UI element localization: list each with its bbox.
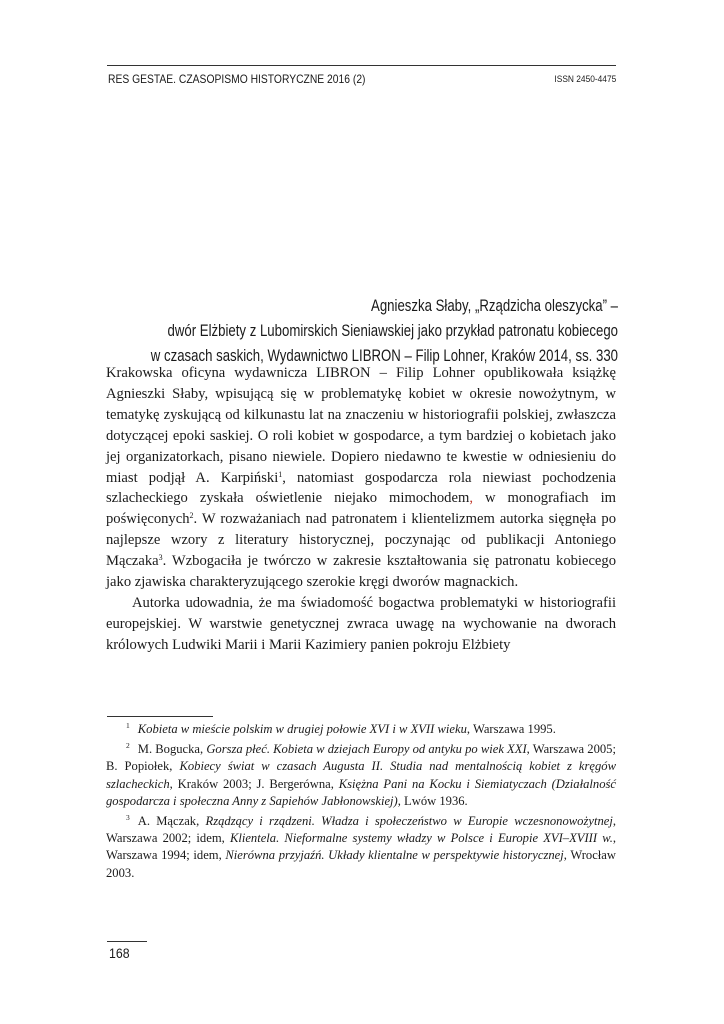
footnote-title: Rządzący i rządzeni. Władza i społeczeństwo w Europie wczesnonowożytnej xyxy=(205,814,613,829)
paragraph-1 xyxy=(106,363,616,593)
page-number: 168 xyxy=(109,945,130,961)
footnote-text: , Lwów 1936. xyxy=(397,793,468,808)
footnote-title: Kobiecy świat w czasach Augusta II. Studia nad mentalnością kobiet z kręgów szlacheckich xyxy=(106,759,616,791)
footnote-title: Klientela. Nieformalne systemy władzy w Polsce i Europie XVI–XVIII w. xyxy=(229,831,613,846)
running-header-journal: RES GESTAE. CZASOPISMO HISTORYCZNE 2016 (2) xyxy=(108,72,366,86)
footnote-3 xyxy=(106,813,616,882)
footnote-text: , Warszawa 2002; idem, xyxy=(106,814,616,846)
p1-sentence-1: Krakowska oficyna wydawnicza LIBRON – Filip Lohner opublikowała książkę Agnieszki Słaby, wpisującą się w problematykę kobiet w okresie nowożytnym, w tematykę zyskującą od kilkunastu lat na znaczeniu w historiografii polskiej, zwłaszcza dotyczącej epoki saskiej. O roli kobiet w gospodarce, a tym bardziej o kobietach jako jej organizatorkach, pisano niewiele. Dopiero niedawno te kwestie w odniesieniu do miast podjął A. Karpiński xyxy=(106,365,616,486)
title-line-2: dwór Elżbiety z Lubomirskich Sieniawskiej jako przykład patronatu kobiecego xyxy=(167,322,618,340)
title-line-1: Agnieszka Słaby, „Rządzicha oleszycka” – xyxy=(371,297,618,315)
p1-sentence-5: . Wzbogaciła je twórczo w zakresie kształtowania się patronatu kobiecego jako zjawiska charakteryzującego szerokie kręgi dworów magnackich. xyxy=(106,553,616,591)
footnote-text: , Wrocław 2003. xyxy=(106,848,616,880)
page-number-rule xyxy=(107,941,147,942)
title-line-3: w czasach saskich, Wydawnictwo LIBRON – Filip Lohner, Kraków 2014, ss. 330 xyxy=(150,347,618,365)
footnote-title: Nierówna przyjaźń. Układy klientalne w perspektywie historycznej xyxy=(225,848,564,863)
p1-red-comma: , xyxy=(469,490,473,507)
footnote-text: A. Mączak, xyxy=(137,814,206,829)
header-rule xyxy=(107,65,616,66)
footnote-1 xyxy=(106,721,616,738)
footnote-number: 1 xyxy=(126,721,130,730)
p1-sentence-2: , natomiast gospodarcza rola niewiast pochodzenia szlacheckiego zyskała oświetlenie niejako mimochodem xyxy=(106,469,616,507)
footnote-title: Księżna Pani na Kocku i Siemiatyczach (Działalność gospodarcza i społeczna Anny z Sapiehów Jabłonowskiej) xyxy=(106,776,616,808)
footnote-2 xyxy=(106,741,616,810)
footnote-title: Kobieta w mieście polskim w drugiej połowie XVI i w XVII wieku xyxy=(137,722,467,736)
running-header-issn: ISSN 2450-4475 xyxy=(554,74,616,85)
footnote-ref-1[interactable]: 1 xyxy=(278,469,283,479)
footnote-text: , Warszawa 1995. xyxy=(466,722,556,736)
p1-sentence-3: w monografiach im poświęconych xyxy=(106,490,616,528)
review-title xyxy=(34,294,618,369)
footnote-number: 2 xyxy=(126,741,130,751)
footnote-text: , Kraków 2003; J. Bergerówna, xyxy=(169,776,339,791)
footnote-number: 3 xyxy=(126,813,130,823)
footnote-title: Gorsza płeć. Kobieta w dziejach Europy od antyku po wiek XXI xyxy=(206,742,527,757)
footnote-ref-2[interactable]: 2 xyxy=(189,511,194,521)
footnotes xyxy=(106,721,616,885)
footnote-text: , Warszawa 1994; idem, xyxy=(106,831,617,863)
paragraph-2: Autorka udowadnia, że ma świadomość bogactwa problematyki w historiografii europejskiej. W warstwie genetycznej zwraca uwagę na wychowanie na dworach królowych Ludwiki Marii i Marii Kazimiery panien pokroju Elżbiety xyxy=(106,594,616,653)
p1-sentence-4: . W rozważaniach nad patronatem i klientelizmem autorka sięgnęła po najlepsze wzory z literatury historycznej, poczynając od publikacji Antoniego Mączaka xyxy=(106,511,616,570)
body-text xyxy=(106,363,616,656)
footnote-ref-3[interactable]: 3 xyxy=(158,553,163,563)
footnote-rule xyxy=(107,716,213,717)
footnote-text: , Warszawa 2005; B. Popiołek, xyxy=(106,742,616,774)
footnote-text: M. Bogucka, xyxy=(137,742,207,757)
